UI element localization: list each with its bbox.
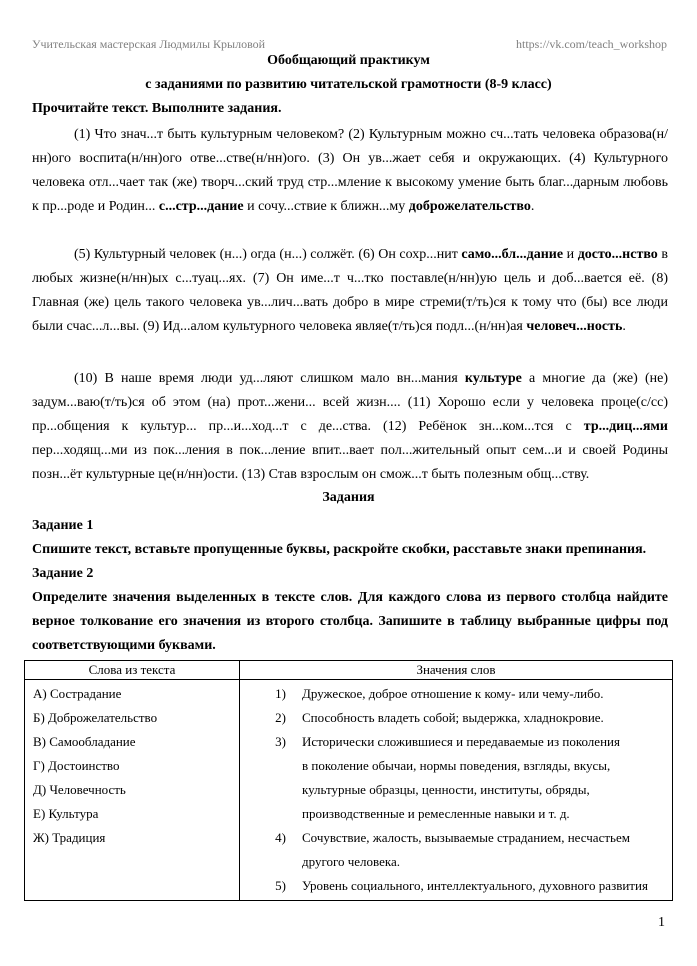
meaning-number: 1)	[275, 686, 286, 701]
highlighted-word: культуре	[464, 371, 522, 386]
column-header-meanings: Значения слов	[240, 661, 673, 680]
highlighted-word: тр...диц...ями	[583, 419, 668, 434]
meaning-line: Исторически сложившиеся и передаваемые из поколения	[302, 734, 620, 749]
meaning-item	[240, 706, 672, 730]
meaning-number: 3)	[275, 734, 286, 749]
table-body-row	[25, 680, 673, 901]
meaning-text	[302, 682, 672, 706]
text-segment: и сочу...ствие к ближн...му	[243, 199, 409, 214]
paragraph-content	[32, 243, 668, 339]
task1-heading: Задание 1	[32, 518, 94, 533]
text-segment: в любых жизне(н/нн)ых с...туац...ях. (7) Он име...т ч...тко поставле(н/нн)ую цель и доб...вается её. (8) Главная (же) цель такого человека ув...лич...вать добро в мире стреми(т/ть)ся к тому что (бы) все люди были счас...л...вы. (9) Ид...алом культурного человека являе(т/ть)ся подл...(н/нн)ая	[32, 247, 668, 334]
task2-body: Определите значения выделенных в тексте слов. Для каждого слова из первого столбца найдите верное толкование его значения из второго столбца. Запишите в таблицу выбранные цифры под соответствующими буквами.	[32, 590, 668, 653]
word-item: Г) Достоинство	[33, 758, 120, 773]
highlighted-word: с...стр...дание	[158, 199, 244, 214]
meaning-text	[302, 730, 672, 826]
meaning-line: Уровень социального, интеллектуального, духовного развития	[302, 878, 648, 893]
text-segment: пер...ходящ...ми из пок...ления в пок...ление впит...вает пол...жительный опыт сем...и и своей Родины позн...ёт культурные це(н/нн)ости. (13) Став взрослым он смож...т быть полезным общ...ству.	[32, 443, 668, 482]
page-title: Обобщающий практикум	[267, 53, 430, 68]
header-left-text: Учительская мастерская Людмилы Крыловой	[32, 37, 266, 51]
highlighted-word: само...бл...дание	[461, 247, 564, 262]
text-segment: и	[563, 247, 578, 262]
text-segment: (10) В наше время люди уд...ляют слишком мало вн...мания	[74, 371, 465, 386]
meaning-text	[302, 826, 672, 874]
word-item: Ж) Традиция	[33, 830, 106, 845]
meaning-line: Дружеское, доброе отношение к кому- или чему-либо.	[302, 686, 604, 701]
meaning-text	[302, 706, 672, 730]
highlighted-word: досто...нство	[577, 247, 658, 262]
highlighted-word: доброжелательство	[408, 199, 531, 214]
column-header-words: Слова из текста	[25, 661, 240, 680]
meaning-line: в поколение обычаи, нормы поведения, взгляды, вкусы,	[302, 758, 611, 773]
meaning-line: другого человека.	[302, 854, 400, 869]
paragraph-content	[32, 367, 668, 487]
word-item: Б) Доброжелательство	[33, 710, 158, 725]
meaning-item	[240, 730, 672, 826]
word-item: Д) Человечность	[33, 782, 126, 797]
text-paragraph-1	[32, 123, 668, 219]
header-url: https://vk.com/teach_workshop	[516, 37, 667, 51]
meanings-column	[240, 680, 673, 901]
instruction: Прочитайте текст. Выполните задания.	[32, 101, 282, 116]
text-segment: а многие да (же) (не) задум...ваю(т/ть)ся об этом (на) прот...жени... всей жизн.... (11) Хорошо если у человека проце(с/сс) пр...общения к культур... пр...и...ход...т с де...ства. (12) Ребёнок зн...ком...тся с	[32, 371, 668, 434]
text-segment: .	[622, 319, 626, 334]
meaning-number: 2)	[275, 710, 286, 725]
text-paragraph-2	[32, 243, 668, 339]
words-column	[25, 680, 240, 901]
paragraph-content	[32, 123, 668, 219]
meaning-line: Способность владеть собой; выдержка, хладнокровие.	[302, 710, 604, 725]
text-segment: (1) Что знач...т быть культурным человеком? (2) Культурным можно сч...тать человека образова(н/нн)ого воспита(н/нн)ого отве...стве(н/нн)ого. (3) Он ув...жает себя и окружающих. (4) Культурного человека отл...чает так (же) творч...ский труд стр...мление к высокому умение быть благ...дарным любовь к пр...роде и Родин...	[32, 127, 668, 214]
text-paragraph-3	[32, 367, 668, 487]
page-number: 1	[658, 915, 665, 930]
word-item: А) Сострадание	[33, 686, 122, 701]
matching-table	[24, 660, 673, 901]
word-item: В) Самообладание	[33, 734, 136, 749]
task2-heading: Задание 2	[32, 566, 94, 581]
meaning-number: 5)	[275, 878, 286, 893]
meaning-line: Сочувствие, жалость, вызываемые страданием, несчастьем	[302, 830, 630, 845]
meaning-item	[240, 682, 672, 706]
page-subtitle: с заданиями по развитию читательской грамотности (8-9 класс)	[145, 77, 552, 92]
text-segment: (5) Культурный человек (н...) огда (н...) солжёт. (6) Он сохр...нит	[74, 247, 462, 262]
text-segment: .	[530, 199, 535, 214]
highlighted-word: человеч...ность	[526, 319, 623, 334]
meaning-item	[240, 874, 672, 898]
tasks-title: Задания	[322, 490, 375, 505]
meaning-number: 4)	[275, 830, 286, 845]
table-header-row	[25, 661, 673, 680]
word-item: Е) Культура	[33, 806, 99, 821]
meaning-line: культурные образцы, ценности, институты, обряды,	[302, 782, 590, 797]
meaning-text	[302, 874, 672, 898]
task1-body: Спишите текст, вставьте пропущенные буквы, раскройте скобки, расставьте знаки препинания.	[32, 542, 647, 557]
meaning-line: производственные и ремесленные навыки и т. д.	[302, 806, 570, 821]
meaning-item	[240, 826, 672, 874]
